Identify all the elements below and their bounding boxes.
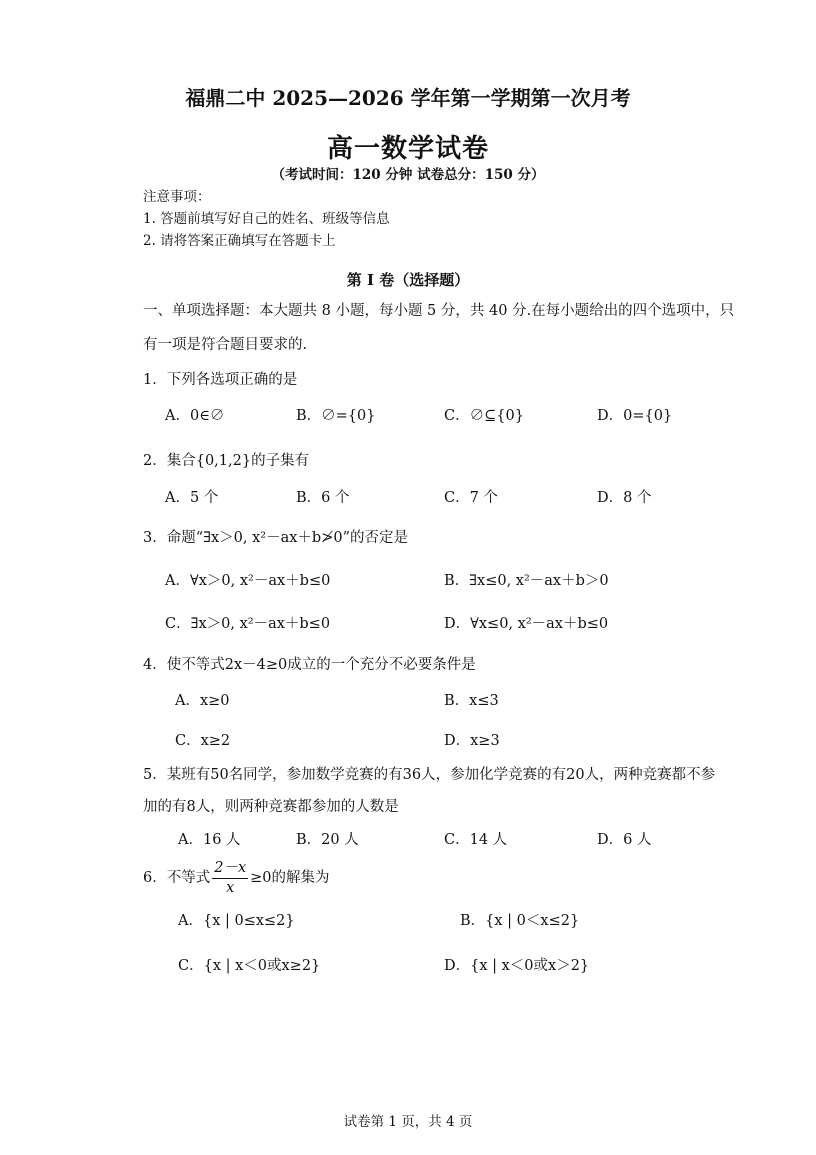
question-2-option-b: B．6 个 — [296, 490, 350, 506]
question-3-option-d: D．∀x≤0, x²－ax＋b≤0 — [444, 616, 609, 632]
question-1-stem: 1．下列各选项正确的是 — [143, 372, 298, 388]
question-3-option-c: C．∃x＞0, x²－ax＋b≤0 — [165, 616, 331, 632]
question-4-option-d: D．x≥3 — [444, 733, 500, 749]
question-5-option-c: C．14 人 — [444, 832, 508, 848]
question-3-option-a: A．∀x＞0, x²－ax＋b≤0 — [165, 573, 331, 589]
question-6-option-c: C．{x | x＜0或x≥2} — [178, 958, 321, 974]
question-5-option-b: B．20 人 — [296, 832, 359, 848]
question-2-option-c: C．7 个 — [444, 490, 498, 506]
page-footer: 试卷第 1 页，共 4 页 — [343, 1114, 473, 1130]
question-1-option-a: A．0∈∅ — [165, 408, 225, 424]
question-1-option-d: D．0={0} — [597, 408, 673, 424]
exam-title: 福鼎二中 2025—2026 学年第一学期第一次月考 — [185, 86, 631, 110]
question-4-option-b: B．x≤3 — [444, 693, 499, 709]
question-2-option-a: A．5 个 — [165, 490, 219, 506]
question-4-option-a: A．x≥0 — [175, 693, 230, 709]
fraction-denominator: x — [226, 879, 235, 896]
question-3-option-b: B．∃x≤0, x²－ax＋b＞0 — [444, 573, 609, 589]
section-intro-line1: 一、单项选择题：本大题共 8 小题，每小题 5 分，共 40 分.在每小题给出的四个选项中，只 — [143, 303, 735, 319]
note-item-1: 1. 答题前填写好自己的姓名、班级等信息 — [143, 211, 390, 227]
question-6-option-b: B．{x | 0＜x≤2} — [460, 913, 580, 929]
question-5-option-d: D．6 人 — [597, 832, 652, 848]
question-1-option-c: C．∅⊆{0} — [444, 408, 524, 424]
notes-heading: 注意事项： — [143, 189, 211, 205]
question-6-option-a: A．{x | 0≤x≤2} — [178, 913, 295, 929]
question-6-stem — [143, 861, 330, 895]
note-item-2: 2. 请将答案正确填写在答题卡上 — [143, 233, 336, 249]
question-2-option-d: D．8 个 — [597, 490, 652, 506]
fraction-numerator: 2－x — [212, 861, 248, 879]
section-intro-line2: 有一项是符合题目要求的. — [143, 337, 308, 353]
question-4-stem: 4．使不等式2x－4≥0成立的一个充分不必要条件是 — [143, 657, 476, 673]
question-5-option-a: A．16 人 — [178, 832, 241, 848]
question-6-option-d: D．{x | x＜0或x＞2} — [444, 958, 590, 974]
question-3-stem: 3．命题“∃x＞0, x²－ax＋b≯0”的否定是 — [143, 530, 409, 546]
question-5-stem-line1: 5．某班有50名同学，参加数学竞赛的有36人，参加化学竞赛的有20人，两种竞赛都不参 — [143, 767, 716, 783]
question-5-stem-line2: 加的有8人，则两种竞赛都参加的人数是 — [143, 799, 399, 815]
question-2-stem: 2．集合{0,1,2}的子集有 — [143, 453, 310, 469]
question-1-option-b: B．∅={0} — [296, 408, 376, 424]
question-6-stem-prefix: 6．不等式 — [143, 870, 211, 886]
question-4-option-c: C．x≥2 — [175, 733, 231, 749]
exam-subtitle: 高一数学试卷 — [326, 134, 489, 164]
question-6-stem-suffix: ≥0的解集为 — [250, 870, 330, 886]
section-title: 第 I 卷（选择题） — [346, 271, 470, 289]
exam-info: （考试时间：120 分钟 试卷总分：150 分） — [271, 167, 545, 183]
question-6-fraction — [212, 861, 248, 895]
